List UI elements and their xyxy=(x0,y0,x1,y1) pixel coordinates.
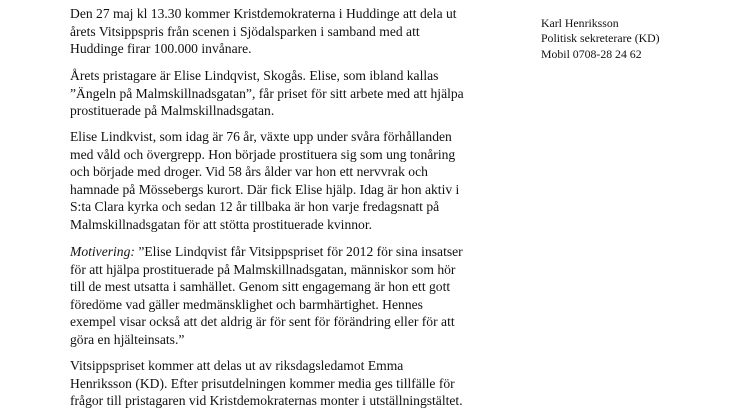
text-line: årets Vitsippspris från scenen i Sjödalsparken i samband med att xyxy=(70,23,420,39)
text-line: frågor till pristagaren vid Kristdemokraternas monter i utställningstältet. xyxy=(70,393,463,409)
text-line: till de mest utsatta i samhället. Genom sitt engagemang är hon ett gott xyxy=(70,279,451,295)
contact-block xyxy=(541,16,741,62)
text-line: Henriksson (KD). Efter prisutdelningen kommer media ges tillfälle för xyxy=(70,375,455,391)
text-line: för att hjälpa prostituerade på Malmskillnadsgatan, människor som hör xyxy=(70,261,456,277)
text-line: hamnade på Mössebergs kurort. Där fick Elise hjälp. Idag är hon aktiv i xyxy=(70,181,460,197)
text-line: prostituerade på Malmskillnadsgatan. xyxy=(70,103,275,119)
paragraph-winner xyxy=(70,67,510,120)
text-line: ”Elise Lindqvist får Vitsippspriset för 2012 för sina insatser xyxy=(134,244,463,259)
text-line: Huddinge firar 100.000 invånare. xyxy=(70,41,252,57)
contact-name: Karl Henriksson xyxy=(541,16,619,30)
text-line: Den 27 maj kl 13.30 kommer Kristdemokraterna i Huddinge att dela ut xyxy=(70,6,457,21)
paragraph-ceremony xyxy=(70,357,510,410)
text-line: Malmskillnadsgatan för att stötta prostituerade kvinnor. xyxy=(70,216,373,232)
text-line: med våld och övergrepp. Hon började prostituera sig som ung tonåring xyxy=(70,146,456,162)
text-line: S:ta Clara kyrka och sedan 12 år tillbaka är hon varje fredagsnatt på xyxy=(70,199,440,215)
text-line: ”Ängeln på Malmskillnadsgatan”, får priset för sitt arbete med att hjälpa xyxy=(70,85,464,101)
text-line: Årets pristagare är Elise Lindqvist, Skogås. Elise, som ibland kallas xyxy=(70,68,439,83)
text-line: föredöme vad gäller medmänsklighet och barmhärtighet. Hennes xyxy=(70,296,423,312)
text-line: Vitsippspriset kommer att delas ut av riksdagsledamot Emma xyxy=(70,358,404,373)
text-line: göra en hjälteinsats.” xyxy=(70,331,185,347)
motivation-label: Motivering: xyxy=(70,244,135,259)
contact-phone: Mobil 0708-28 24 62 xyxy=(541,46,642,61)
paragraph-biography xyxy=(70,128,510,234)
text-line: Elise Lindkvist, som idag är 76 år, växte upp under svåra förhållanden xyxy=(70,129,452,144)
paragraph-announcement xyxy=(70,5,510,58)
text-line: exempel visar också att det aldrig är för sent för förändring eller för att xyxy=(70,314,455,330)
paragraph-motivation xyxy=(70,243,510,349)
contact-title: Politisk sekreterare (KD) xyxy=(541,31,660,46)
text-line: och började med droger. Vid 58 års ålder var hon ett nervvrak och xyxy=(70,164,428,180)
